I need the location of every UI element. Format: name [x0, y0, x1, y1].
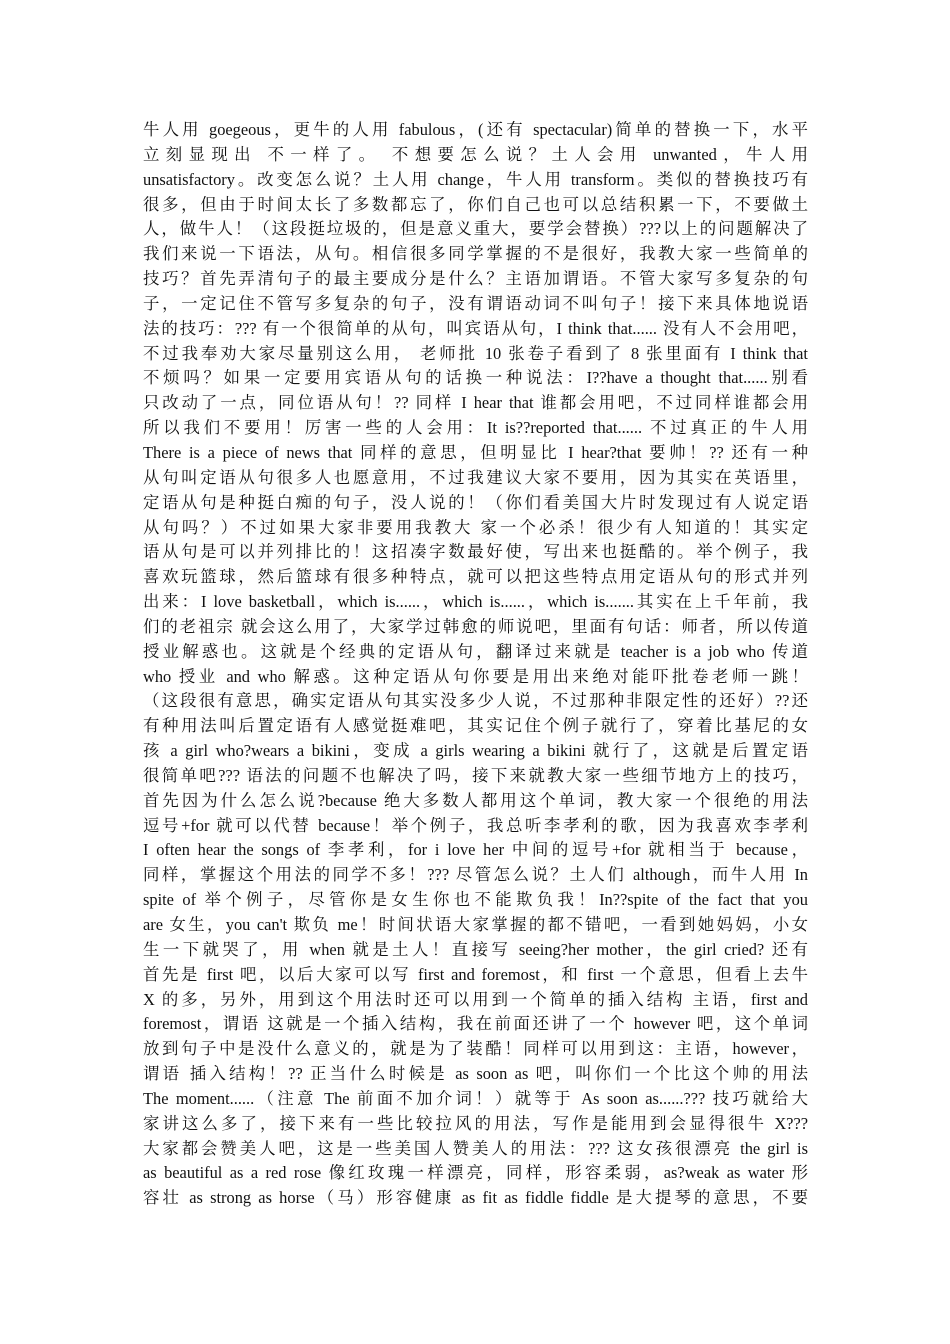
- text-line: （这段很有意思，确实定语从句其实没多少人说，不过那种非限定性的还好）??还: [143, 691, 808, 711]
- text-line: 只改动了一点，同位语从句！?? 同样 I hear that 谁都会用吧，不过同样谁都会用: [143, 393, 808, 413]
- text-line: 谓语 插入结构！?? 正当什么时候是 as soon as 吧，叫你们一个比这个帅的用法: [143, 1064, 808, 1084]
- text-line: spite of 举个例子，尽管你是女生你也不能欺负我！In??spite of the fact that you: [143, 890, 808, 910]
- text-line: 技巧？首先弄清句子的最主要成分是什么？主语加谓语。不管大家写多复杂的句: [143, 269, 808, 289]
- text-line: 首先因为什么怎么说?because 绝大多数人都用这个单词，教大家一个很绝的用法: [143, 790, 808, 810]
- text-line: 很简单吧??? 语法的问题不也解决了吗，接下来就教大家一些细节地方上的技巧，: [143, 765, 808, 785]
- text-line: The moment......（注意 The 前面不加介词！）就等于 As soon as......??? 技巧就给大: [143, 1088, 808, 1108]
- text-line: 喜欢玩篮球，然后篮球有很多种特点，就可以把这些特点用定语从句的形式并列: [143, 567, 808, 587]
- text-line: 有种用法叫后置定语有人感觉挺难吧，其实记住个例子就行了，穿着比基尼的女: [143, 716, 808, 736]
- text-line: 大家都会赞美人吧，这是一些美国人赞美人的用法：??? 这女孩很漂亮 the girl is: [143, 1138, 808, 1158]
- text-line: 们的老祖宗 就会这么用了，大家学过韩愈的师说吧，里面有句话：师者，所以传道: [143, 616, 808, 636]
- document-body: [143, 118, 808, 1211]
- text-line: 我们来说一下语法，从句。相信很多同学掌握的不是很好，我教大家一些简单的: [143, 244, 808, 264]
- text-line: I often hear the songs of 李孝利，for i love her 中间的逗号+for 就相当于 because，: [143, 840, 808, 860]
- text-line: are 女生，you can't 欺负 me！时间状语大家掌握的都不错吧，一看到她妈妈，小女: [143, 915, 808, 934]
- text-line: 容壮 as strong as horse（马）形容健康 as fit as fiddle fiddle 是大提琴的意思，不要: [143, 1188, 808, 1208]
- text-line: 出来：I love basketball，which is......，which is......，which is.......其实在上千年前，我: [143, 592, 808, 612]
- text-line: 生一下就哭了，用 when 就是土人！直接写 seeing?her mother，the girl cried? 还有: [143, 939, 808, 959]
- text-line: 首先是 first 吧，以后大家可以写 first and foremost，和 first 一个意思，但看上去牛: [143, 964, 808, 984]
- text-line: 逗号+for 就可以代替 because！举个例子，我总听李孝利的歌，因为我喜欢李孝利: [143, 815, 808, 835]
- text-line: unsatisfactory。改变怎么说？土人用 change，牛人用 transform。类似的替换技巧有: [143, 169, 808, 189]
- text-line: as beautiful as a red rose 像红玫瑰一样漂亮，同样，形容柔弱，as?weak as water 形: [143, 1163, 808, 1183]
- text-line: 语从句是可以并列排比的！这招凑字数最好使，写出来也挺酷的。举个例子，我: [143, 542, 808, 562]
- text-line: 放到句子中是没什么意义的，就是为了装酷！同样可以用到这：主语，however，: [143, 1039, 808, 1059]
- text-line: 孩 a girl who?wears a bikini，变成 a girls wearing a bikini 就行了，这就是后置定语: [143, 741, 808, 761]
- text-line: 立刻显现出 不一样了。 不想要怎么说？土人会用 unwanted，牛人用: [143, 144, 808, 164]
- text-line: 授业解惑也。这就是个经典的定语从句，翻译过来就是 teacher is a job who 传道: [143, 641, 808, 661]
- text-line: foremost，谓语 这就是一个插入结构，我在前面还讲了一个 however 吧，这个单词: [143, 1014, 808, 1034]
- text-line: There is a piece of news that 同样的意思，但明显比 I hear?that 要帅！?? 还有一种: [143, 442, 808, 462]
- text-line: 不烦吗？如果一定要用宾语从句的话换一种说法：I??have a thought that......别看: [143, 368, 808, 388]
- text-line: 所以我们不要用！厉害一些的人会用：It is??reported that...... 不过真正的牛人用: [143, 418, 808, 438]
- text-line: 不过我奉劝大家尽量别这么用， 老师批 10 张卷子看到了 8 张里面有 I think that: [143, 343, 808, 363]
- text-line: 从句叫定语从句很多人也愿意用，不过我建议大家不要用，因为其实在英语里，: [143, 467, 808, 487]
- text-line: 人，做牛人！（这段挺垃圾的，但是意义重大，要学会替换）???以上的问题解决了: [143, 219, 808, 239]
- text-line: 法的技巧：??? 有一个很简单的从句，叫宾语从句，I think that...... 没有人不会用吧，: [143, 318, 808, 338]
- text-line: 子，一定记住不管写多复杂的句子，没有谓语动词不叫句子！接下来具体地说语: [143, 293, 808, 313]
- text-line: X 的多，另外，用到这个用法时还可以用到一个简单的插入结构 主语，first and: [143, 989, 808, 1009]
- text-line: 牛人用 goegeous，更牛的人用 fabulous，(还有 spectacular)简单的替换一下，水平: [143, 120, 808, 139]
- text-line: 很多，但由于时间太长了多数都忘了，你们自己也可以总结积累一下，不要做土: [143, 194, 808, 214]
- text-line: who 授业 and who 解惑。这种定语从句你要是用出来绝对能吓批卷老师一跳！: [143, 666, 808, 686]
- text-line: 家讲这么多了，接下来有一些比较拉风的用法，写作是能用到会显得很牛 X???: [143, 1113, 808, 1133]
- text-line: 从句吗？）不过如果大家非要用我教大 家一个必杀！很少有人知道的！其实定: [143, 517, 808, 537]
- text-line: 同样，掌握这个用法的同学不多！??? 尽管怎么说？土人们 although，而牛人用 In: [143, 865, 808, 885]
- text-line: 定语从句是种挺白痴的句子，没人说的！（你们看美国大片时发现过有人说定语: [143, 492, 808, 512]
